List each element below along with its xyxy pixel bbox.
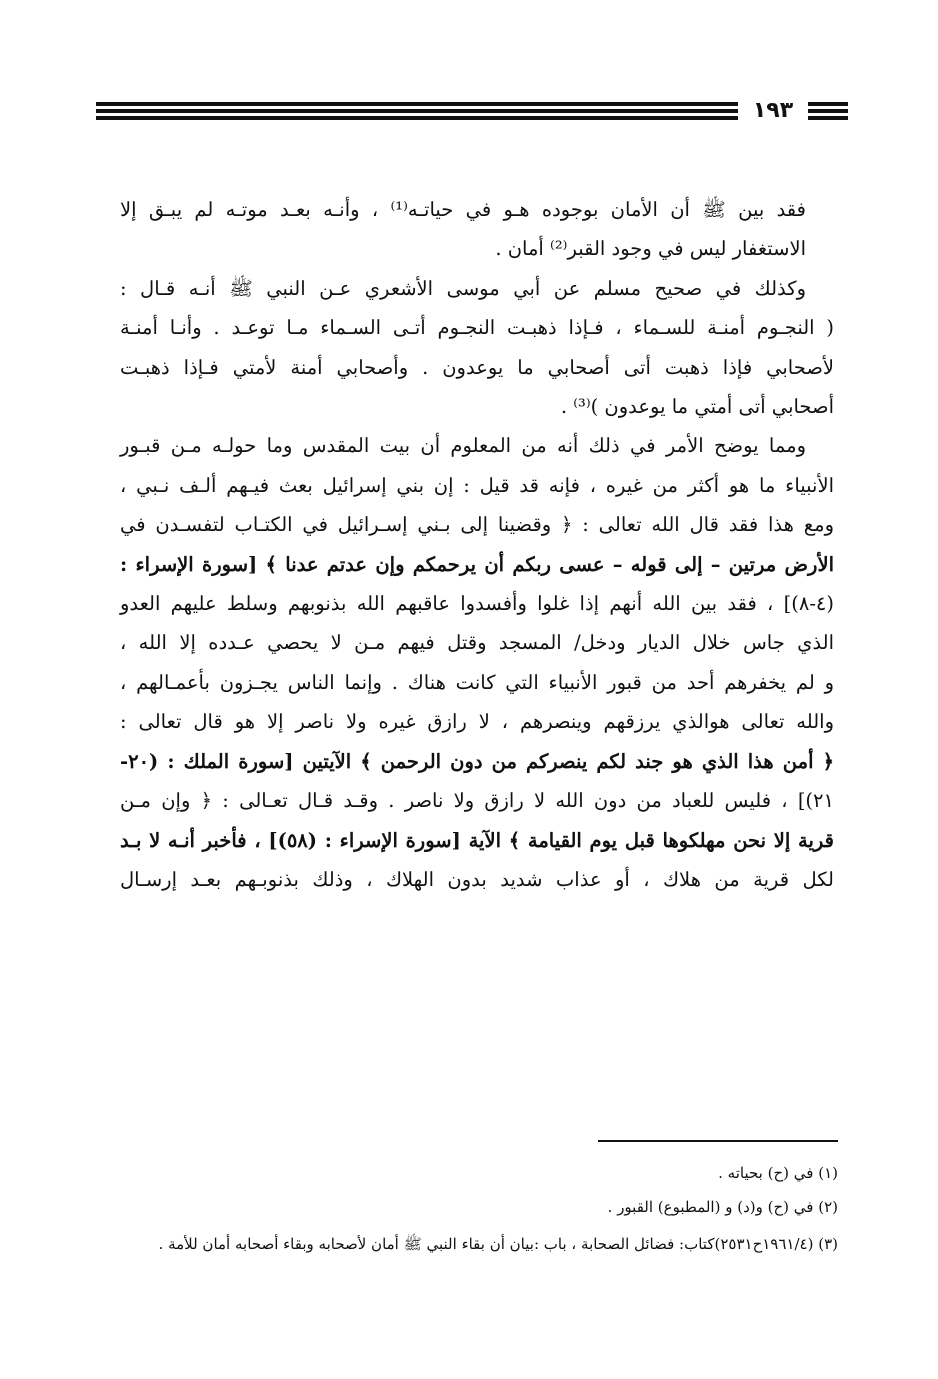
page-header [96, 96, 848, 130]
header-rule [808, 109, 848, 113]
text-line: فقد بين ﷺ أن الأمان بوجوده هـو في حياتـه⁽¹⁾ ، وأنـه بعـد موتـه لم يبـق إلا [120, 198, 806, 221]
footnote: (٣) (١٩٦١/٤ح٢٥٣١)كتاب: فضائل الصحابة ، باب :بيان أن بقاء النبي ﷺ أمان لأصحابه وبقاء أصحابه أمان للأمة . [158, 1235, 838, 1253]
text-line: ومع هذا فقد قال الله تعالى : ﴿ وقضينا إلى بـني إسـرائيل في الكتـاب لتفسـدن في [120, 513, 834, 537]
text-line: ٢١)] ، فليس للعباد من دون الله لا رازق ولا ناصر . وقـد قـال تعـالى : ﴿ وإن مـن [120, 789, 834, 813]
header-rule [96, 116, 738, 120]
page-number: ١٩٣ [752, 98, 794, 123]
text-line: ( النجـوم أمنـة للسـماء ، فـإذا ذهبـت النجـوم أتـى السـماء مـا توعـد . وأنـا أمنـة [120, 316, 834, 340]
header-rule [96, 102, 738, 106]
text-line: و لم يخفرهم أحد من قبور الأنبياء التي كانت هناك . وإنما الناس يجـزون بأعمـالهم ، [120, 670, 834, 694]
main-text [120, 190, 834, 899]
text-line: ﴿ أمن هذا الذي هو جند لكم ينصركم من دون الرحمن ﴾ الآيتين [سورة الملك : (٢٠- [120, 749, 834, 773]
footnote: (٢) في (ح) و(د) و (المطبوع) القبور . [607, 1198, 838, 1216]
text-line: ومما يوضح الأمر في ذلك أنه من المعلوم أن بيت المقدس وما حولـه مـن قبـور [120, 434, 806, 458]
header-rule [808, 102, 848, 106]
paragraph [120, 190, 834, 269]
footnote: (١) في (ح) بحياته . [718, 1164, 838, 1182]
header-rule [808, 116, 848, 120]
text-line: (٤-٨)] ، فقد بين الله أنهم إذا غلوا وأفسدوا عاقبهم الله بذنوبهم وسلط عليهم العدو [120, 592, 834, 616]
text-line: لأصحابي فإذا ذهبت أتى أصحابي ما يوعدون . وأصحابي أمنة لأمتي فـإذا ذهبـت [120, 355, 834, 379]
text-line: أصحابي أتى أمتي ما يوعدون )⁽³⁾ . [560, 395, 834, 419]
text-line: قرية إلا نحن مهلكوها قبل يوم القيامة ﴾ الآية [سورة الإسراء : (٥٨)] ، فأخبر أنـه لا بـد [120, 828, 834, 852]
footnotes [98, 1156, 838, 1258]
text-line: الاستغفار ليس في وجود القبر⁽²⁾ أمان . [495, 237, 806, 261]
paragraph [120, 426, 834, 899]
paragraph [120, 269, 834, 427]
text-line: الذي جاس خلال الديار ودخل/ المسجد وقتل فيهم مـن لا يحصي عـدده إلا الله ، [120, 631, 834, 655]
text-line: وكذلك في صحيح مسلم عن أبي موسى الأشعري عـن النبي ﷺ أنـه قـال : [120, 276, 806, 300]
text-line: والله تعالى هوالذي يرزقهم وينصرهم ، لا رازق غيره ولا ناصر إلا هو قال تعالى : [120, 710, 834, 734]
footnote-separator [598, 1140, 838, 1142]
text-line: الأنبياء ما هو أكثر من غيره ، فإنه قد قيل : إن بني إسرائيل بعث فيـهم ألـف نـبي ، [120, 473, 834, 497]
text-line: لكل قرية من هلاك ، أو عذاب شديد بدون الهلاك ، وذلك بذنوبـهم بعـد إرسـال [120, 867, 834, 891]
text-line: الأرض مرتين – إلى قوله – عسى ربكم أن يرحمكم وإن عدتم عدنا ﴾ [سورة الإسراء : [120, 552, 834, 576]
header-rule [96, 109, 738, 113]
